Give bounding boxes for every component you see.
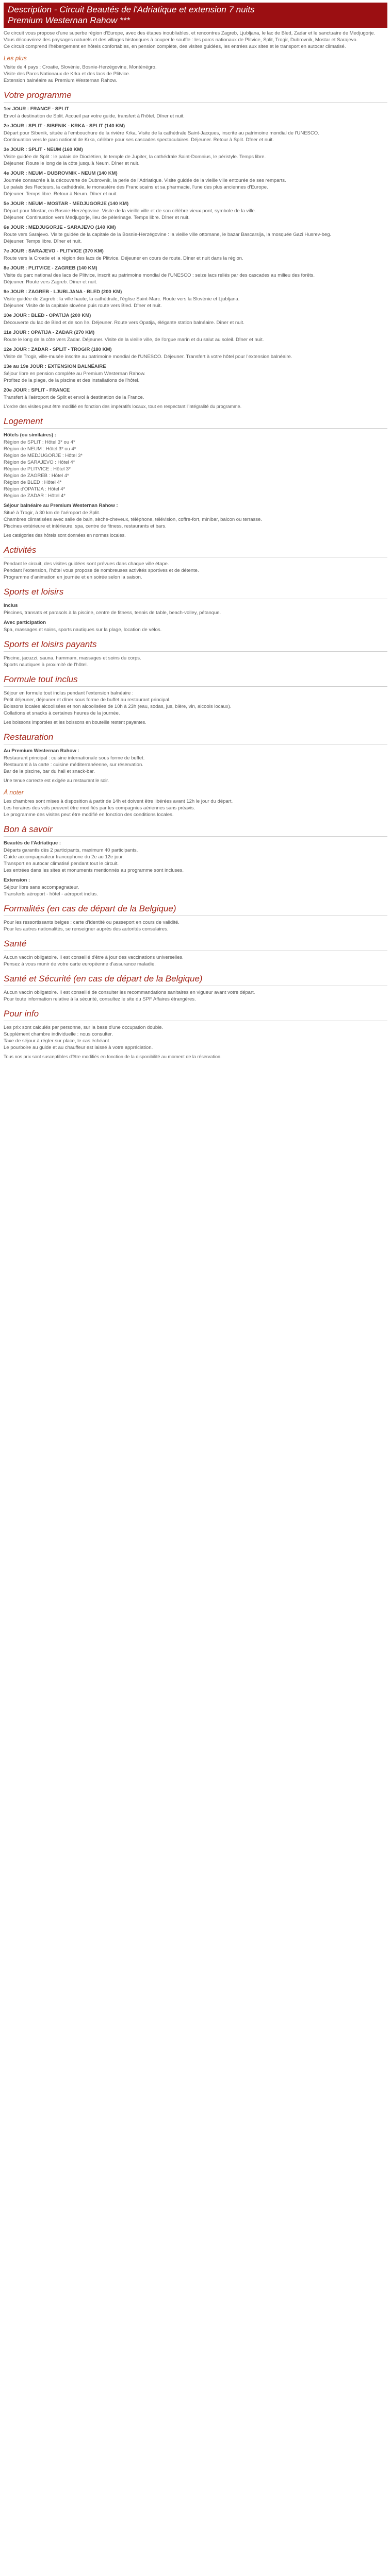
sports-item: Spa, massages et soins, sports nautiques sur la plage, location de vélos. — [4, 627, 162, 633]
programme-day — [4, 170, 387, 197]
bon-a-savoir-item: Départs garantis dès 2 participants, maximum 40 participants. — [4, 848, 138, 853]
programme-day-title: 5e JOUR : NEUM - MOSTAR - MEDJUGORJE (140 KM) — [4, 201, 129, 207]
programme-day-title: 10e JOUR : BLED - OPATIJA (200 KM) — [4, 313, 91, 318]
programme-day-line: Transfert à l'aéroport de Split et envol à destination de la France. — [4, 395, 144, 400]
programme-day — [4, 224, 387, 245]
programme-day — [4, 329, 387, 343]
programme-day — [4, 146, 387, 167]
les-plus-item: Visite de 4 pays : Croatie, Slovénie, Bosnie-Herzégovine, Monténégro. — [4, 64, 157, 70]
programme-day-line: Visite guidée de Zagreb : la ville haute, la cathédrale, l'église Saint-Marc. Route vers la Slovénie et Ljubljana. — [4, 296, 240, 302]
programme-day-line: Route vers la Croatie et la région des lacs de Plitvice. Déjeuner en cours de route. Dîner et nuit dans la région. — [4, 256, 243, 261]
formalites-item: Pour les autres nationalités, se renseigner auprès des autorités consulaires. — [4, 926, 169, 932]
logement-note: Les catégories des hôtels sont données en normes locales. — [4, 533, 126, 538]
restauration-item: Restaurant principal : cuisine internationale sous forme de buffet. — [4, 755, 145, 761]
programme-day-line: Visite du parc national des lacs de Plitvice, inscrit au patrimoine mondial de l'UNESCO : seize lacs reliés par des cascades au milieu des forêts. — [4, 273, 315, 278]
restauration-sub: Au Premium Westernan Rahow : — [4, 748, 79, 754]
activites-list — [4, 561, 387, 581]
section-heading-formule: Formule tout inclus — [4, 674, 387, 687]
formule-note: Les boissons importées et les boissons en bouteille restent payantes. — [4, 720, 146, 725]
hotel-item: Région de ZADAR : Hôtel 4* — [4, 493, 66, 499]
sante-belgique-list — [4, 989, 387, 1003]
programme-day — [4, 363, 387, 384]
programme-day-title: 9e JOUR : ZAGREB - LJUBLJANA - BLED (200 KM) — [4, 289, 122, 295]
info-item: Taxe de séjour à régler sur place, le cas échéant. — [4, 1038, 111, 1044]
section-heading-activites: Activités — [4, 545, 387, 557]
programme-day-text — [4, 336, 387, 343]
programme-day-line: Déjeuner. Temps libre. Retour à Neum. Dîner et nuit. — [4, 191, 118, 197]
formule-item: Petit déjeuner, déjeuner et dîner sous forme de buffet au restaurant principal. — [4, 697, 171, 703]
bon-a-savoir-list — [4, 847, 387, 874]
programme-day-title: 3e JOUR : SPLIT - NEUM (160 KM) — [4, 147, 83, 152]
sports-group-title: Inclus — [4, 603, 18, 608]
programme-day-title: 7e JOUR : SARAJEVO - PLITVICE (370 KM) — [4, 248, 104, 254]
programme-day-line: Profitez de la plage, de la piscine et des installations de l'hôtel. — [4, 378, 140, 383]
les-plus-item: Visite des Parcs Nationaux de Krka et des lacs de Plitvice. — [4, 71, 131, 77]
programme-day-text — [4, 255, 387, 262]
programme-day-title: 20e JOUR : SPLIT - FRANCE — [4, 387, 70, 393]
programme-day-line: Visite de Trogir, ville-musée inscrite au patrimoine mondial de l'UNESCO. Déjeuner. Transfert à votre hôtel pour l'extension balnéaire. — [4, 354, 292, 360]
sports-item: Piscines, transats et parasols à la piscine, centre de fitness, tennis de table, beach-volley, pétanque. — [4, 610, 221, 616]
formalites-list — [4, 919, 387, 933]
les-plus-item: Extension balnéaire au Premium Westernan Rahow. — [4, 78, 118, 83]
programme-day — [4, 289, 387, 309]
formule-list — [4, 690, 387, 717]
section-heading-pour-info: Pour info — [4, 1009, 387, 1021]
programme-day — [4, 248, 387, 262]
programme-day-title: 6e JOUR : MEDJUGORJE - SARAJEVO (140 KM) — [4, 225, 116, 230]
programme-day-line: Déjeuner. Route vers Zagreb. Dîner et nuit. — [4, 279, 97, 285]
hotel-item: Région de BLED : Hôtel 4* — [4, 480, 62, 485]
programme-day-line: Envol à destination de Split. Accueil par votre guide, transfert à l'hôtel. Dîner et nuit. — [4, 113, 185, 119]
extension-item: Piscines extérieure et intérieure, spa, centre de fitness, restaurants et bars. — [4, 523, 167, 529]
programme-day-title: 2e JOUR : SPLIT - SIBENIK - KRKA - SPLIT (140 KM) — [4, 123, 125, 129]
info-item: Les prix sont calculés par personne, sur la base d'une occupation double. — [4, 1025, 164, 1030]
page-title-banner — [4, 3, 387, 28]
hotel-item: Région de SPLIT : Hôtel 3* ou 4* — [4, 439, 75, 445]
programme-day-line: Visite guidée de Split : le palais de Dioclétien, le temple de Jupiter, la cathédrale Saint-Domnius, le péristyle. Temps libre. — [4, 154, 266, 160]
page — [0, 0, 391, 1073]
bon-a-savoir-item: Séjour libre sans accompagnateur. — [4, 885, 79, 890]
formule-item: Collations et snacks à certaines heures de la journée. — [4, 710, 120, 716]
programme-day-text — [4, 231, 387, 245]
section-heading-formalites: Formalités (en cas de départ de la Belgique) — [4, 904, 387, 916]
programme-day-line: Séjour libre en pension complète au Premium Westernan Rahow. — [4, 371, 145, 377]
bon-a-savoir-item: Les entrées dans les sites et monuments mentionnés au programme sont incluses. — [4, 868, 184, 873]
section-heading-les-plus: Les plus — [4, 55, 27, 62]
extension-list — [4, 510, 387, 530]
section-heading-sports: Sports et loisirs — [4, 587, 387, 599]
programme-day-title: 8e JOUR : PLITVICE - ZAGREB (140 KM) — [4, 265, 97, 271]
section-heading-bon-a-savoir: Bon à savoir — [4, 824, 387, 837]
info-item: Le pourboire au guide et au chauffeur est laissé à votre appréciation. — [4, 1045, 153, 1050]
nota-item: Le programme des visites peut être modifié en fonction des conditions locales. — [4, 812, 174, 818]
les-plus-list — [4, 64, 387, 84]
programme-day-line: Départ pour Sibenik, située à l'embouchure de la rivière Krka. Visite de la cathédrale Saint-Jacques, inscrite au patrimoine mondial de l'UNESCO. — [4, 130, 319, 136]
activite-item: Pendant l'extension, l'hôtel vous propose de nombreuses activités sportives et de détente. — [4, 568, 199, 573]
programme-day-text — [4, 272, 387, 285]
intro-paragraph: Vous découvrirez des paysages naturels et des villages historiques à couper le souffle : les parcs nationaux de Plitvice, Split, Trogir, Dubrovnik, Mostar et Sarajevo. — [4, 37, 358, 43]
bon-a-savoir-item: Transport en autocar climatisé pendant tout le circuit. — [4, 861, 119, 867]
programme-day-text — [4, 370, 387, 384]
restauration-item: Bar de la piscine, bar du hall et snack-bar. — [4, 769, 95, 774]
hotel-item: Région de NEUM : Hôtel 3* ou 4* — [4, 446, 76, 452]
programme-day — [4, 200, 387, 221]
sports-payants-list — [4, 655, 387, 668]
programme-day — [4, 106, 387, 120]
section-heading-nota: À noter — [4, 789, 24, 796]
formule-item: Séjour en formule tout inclus pendant l'extension balnéaire : — [4, 690, 134, 696]
section-heading-logement: Logement — [4, 416, 387, 429]
programme-day — [4, 123, 387, 143]
hotel-item: Région de MEDJUGORJE : Hôtel 3* — [4, 453, 83, 459]
extension-label: Séjour balnéaire au Premium Westernan Rahow : — [4, 503, 118, 509]
programme-day-line: Route vers Sarajevo. Visite guidée de la capitale de la Bosnie-Herzégovine : la vieille ville ottomane, le bazar Bascarsija, la mosquée Gazi Husrev-beg. — [4, 232, 332, 238]
programme-day — [4, 312, 387, 326]
programme-day-title: 4e JOUR : NEUM - DUBROVNIK - NEUM (140 KM) — [4, 171, 118, 176]
section-heading-sante: Santé — [4, 939, 387, 951]
nota-item: Les horaires des vols peuvent être modifiés par les compagnies aériennes sans préavis. — [4, 805, 196, 811]
programme-note: L'ordre des visites peut être modifié en fonction des impératifs locaux, tout en respectant l'intégralité du programme. — [4, 404, 242, 409]
nota-item: Les chambres sont mises à disposition à partir de 14h et doivent être libérées avant 12h le jour du départ. — [4, 799, 233, 804]
extension-item: Situé à Trogir, à 30 km de l'aéroport de Split. — [4, 510, 101, 516]
section-heading-programme: Votre programme — [4, 90, 387, 103]
restauration-item: Restaurant à la carte : cuisine méditerranéenne, sur réservation. — [4, 762, 143, 768]
sante-belgique-item: Pour toute information relative à la sécurité, consultez le site du SPF Affaires étrangères. — [4, 996, 196, 1002]
programme-day-line: Découverte du lac de Bled et de son île. Déjeuner. Route vers Opatija, élégante station balnéaire. Dîner et nuit. — [4, 320, 245, 326]
infos-note: Tous nos prix sont susceptibles d'être modifiés en fonction de la disponibilité au moment de la réservation. — [4, 1054, 222, 1059]
programme-day-line: Journée consacrée à la découverte de Dubrovnik, la perle de l'Adriatique. Visite guidée de la vieille ville entourée de ses remparts. — [4, 178, 286, 183]
programme-day-title: 13e au 19e JOUR : EXTENSION BALNÉAIRE — [4, 364, 106, 369]
intro-paragraph: Ce circuit vous propose d'une superbe région d'Europe, avec des étapes inoubliables, et rencontres Zagreb, Ljubljana, le lac de Bled, Zadar et le sanctuaire de Medjugorje. — [4, 30, 376, 36]
restauration-list — [4, 755, 387, 775]
programme-day-line: Déjeuner. Route le long de la côte jusqu'à Neum. Dîner et nuit. — [4, 161, 140, 166]
sports-payant-item: Sports nautiques à proximité de l'hôtel. — [4, 662, 88, 668]
formule-item: Boissons locales alcoolisées et non alcoolisées de 10h à 23h (eau, sodas, jus, bière, vin, alcools locaux). — [4, 704, 232, 709]
programme-day-line: Route le long de la côte vers Zadar. Déjeuner. Visite de la vieille ville, de l'orgue marin et du salut au soleil. Dîner et nuit. — [4, 337, 264, 343]
formalites-item: Pour les ressortissants belges : carte d'identité ou passeport en cours de validité. — [4, 920, 180, 925]
programme-day-title: 12e JOUR : ZADAR - SPLIT - TROGIR (180 KM) — [4, 347, 112, 352]
sports-group-list — [4, 609, 387, 616]
programme-day-title: 1er JOUR : FRANCE - SPLIT — [4, 106, 69, 112]
hotels-list — [4, 439, 387, 499]
programme-day-title: 11e JOUR : OPATIJA - ZADAR (270 KM) — [4, 330, 95, 335]
programme-day-text — [4, 113, 387, 120]
programme-day-text — [4, 296, 387, 309]
programme-day — [4, 346, 387, 360]
intro-paragraph: Ce circuit comprend l'hébergement en hôtels confortables, en pension complète, des visites guidées, les entrées aux sites et le transport en autocar climatisé. — [4, 44, 346, 49]
bon-a-savoir-sub: Beautés de l'Adriatique : — [4, 840, 61, 846]
sports-groups — [4, 602, 387, 633]
nota-list — [4, 798, 387, 818]
bon-a-savoir-item: Transferts aéroport - hôtel - aéroport inclus. — [4, 891, 98, 897]
programme-day-line: Continuation vers le parc national de Krka, célèbre pour ses cascades spectaculaires. Déjeuner. Retour à Split. Dîner et nuit. — [4, 137, 274, 143]
hotels-label: Hôtels (ou similaires) : — [4, 432, 56, 438]
sante-belgique-item: Aucun vaccin obligatoire. Il est conseillé de consulter les recommandations sanitaires en vigueur avant votre départ. — [4, 990, 255, 995]
sports-payant-item: Piscine, jacuzzi, sauna, hammam, massages et soins du corps. — [4, 655, 141, 661]
activite-item: Pendant le circuit, des visites guidées sont prévues dans chaque ville étape. — [4, 561, 169, 567]
programme-day-text — [4, 394, 387, 401]
hotel-item: Région de SARAJEVO : Hôtel 4* — [4, 460, 75, 465]
bon-a-savoir-sub2: Extension : — [4, 877, 30, 883]
sante-item: Aucun vaccin obligatoire. Il est conseillé d'être à jour des vaccinations universelles. — [4, 955, 184, 960]
programme-day-text — [4, 319, 387, 326]
page-title: Description - Circuit Beautés de l'Adriatique et extension 7 nuits — [8, 5, 255, 14]
sports-group-title: Avec participation — [4, 620, 46, 625]
sante-list — [4, 954, 387, 968]
programme-day-line: Déjeuner. Visite de la capitale slovène puis route vers Bled. Dîner et nuit. — [4, 303, 162, 309]
bon-a-savoir-item: Guide accompagnateur francophone du 2e au 12e jour. — [4, 854, 124, 860]
programme-day-line: Déjeuner. Temps libre. Dîner et nuit. — [4, 239, 82, 244]
section-heading-sante-belgique: Santé et Sécurité (en cas de départ de la Belgique) — [4, 974, 387, 986]
sante-item: Pensez à vous munir de votre carte européenne d'assurance maladie. — [4, 961, 156, 967]
programme-day — [4, 387, 387, 401]
intro — [4, 30, 387, 50]
section-heading-restauration: Restauration — [4, 732, 387, 744]
hotel-item: Région de ZAGREB : Hôtel 4* — [4, 473, 69, 479]
activite-item: Programme d'animation en journée et en soirée selon la saison. — [4, 574, 142, 580]
programme-day — [4, 265, 387, 285]
bon-a-savoir-list-2 — [4, 884, 387, 897]
restauration-note: Une tenue correcte est exigée au restaurant le soir. — [4, 778, 109, 783]
programme-day-text — [4, 154, 387, 167]
page-subtitle: Premium Westernan Rahow *** — [8, 15, 130, 25]
programme-day-line: Le palais des Recteurs, la cathédrale, le monastère des Franciscains et sa pharmacie, l'une des plus anciennes d'Europe. — [4, 184, 268, 190]
programme-day-text — [4, 130, 387, 143]
programme-day-line: Départ pour Mostar, en Bosnie-Herzégovine. Visite de la vieille ville et de son célèbre vieux pont, symbole de la ville. — [4, 208, 256, 214]
programme-day-text — [4, 177, 387, 197]
programme-days — [4, 106, 387, 401]
programme-day-text — [4, 353, 387, 360]
hotel-item: Région de PLITVICE : Hôtel 3* — [4, 466, 71, 472]
sports-group-list — [4, 626, 387, 633]
programme-day-text — [4, 208, 387, 221]
info-item: Supplément chambre individuelle : nous consulter. — [4, 1031, 113, 1037]
section-heading-sports-payants: Sports et loisirs payants — [4, 639, 387, 652]
infos-list — [4, 1024, 387, 1051]
extension-item: Chambres climatisées avec salle de bain, sèche-cheveux, téléphone, télévision, coffre-fort, minibar, balcon ou terrasse. — [4, 517, 262, 522]
hotel-item: Région d'OPATIJA : Hôtel 4* — [4, 486, 66, 492]
programme-day-line: Déjeuner. Continuation vers Medjugorje, lieu de pèlerinage. Temps libre. Dîner et nuit. — [4, 215, 190, 221]
